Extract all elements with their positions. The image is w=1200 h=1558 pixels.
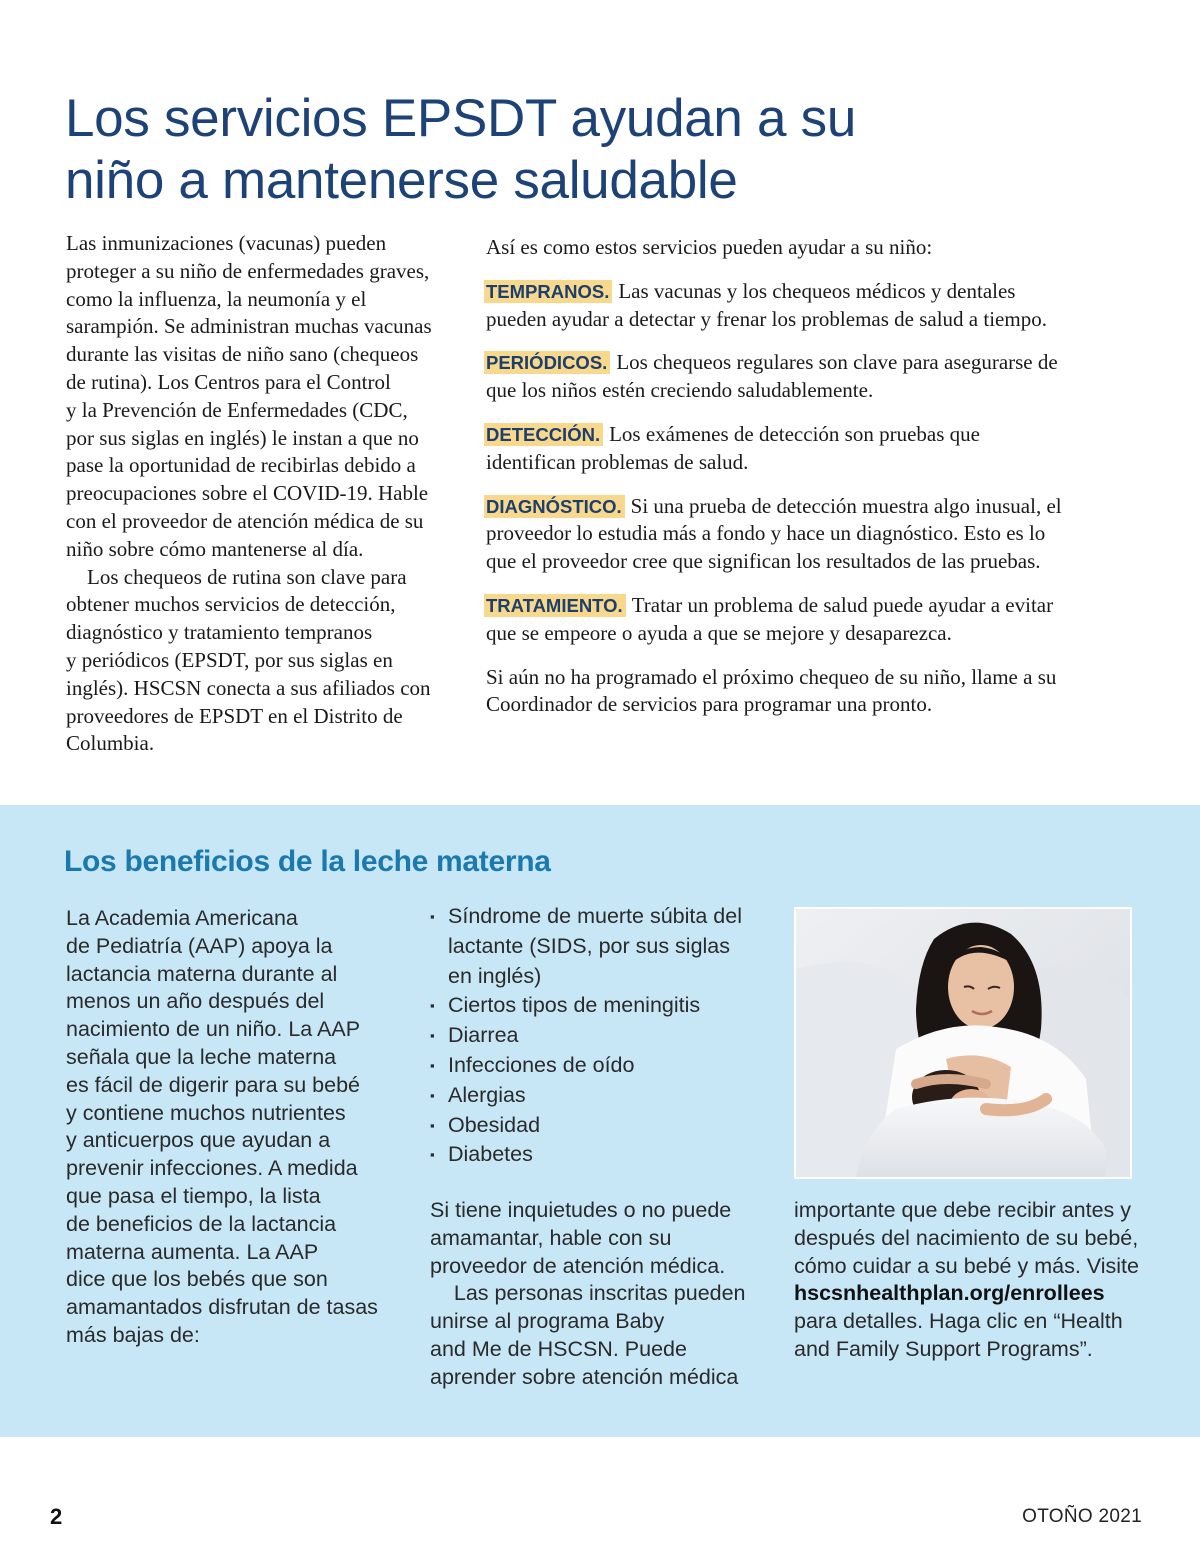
- list-item-text: ▪ Infecciones de oído: [448, 1052, 635, 1077]
- text-line: amamantar, hable con su: [430, 1225, 672, 1250]
- text-line: nacimiento de un niño. La AAP: [66, 1017, 361, 1042]
- text-line: proveedor de atención médica.: [430, 1253, 726, 1278]
- item-text: identifican problemas de salud.: [486, 449, 749, 474]
- benefits-list: [430, 902, 790, 1170]
- text-line: importante que debe recibir antes y: [794, 1198, 1132, 1222]
- list-item-text: ▪ Diabetes: [448, 1142, 533, 1167]
- item-text: Si una prueba de detección muestra algo inusual, el: [630, 493, 1062, 518]
- text-line: de beneficios de la lactancia: [66, 1211, 337, 1236]
- text-line: de rutina). Los Centros para el Control: [66, 369, 391, 394]
- title-line: niño a mantenerse saludable: [65, 151, 738, 210]
- text-line: proveedores de EPSDT en el Distrito de: [66, 703, 403, 728]
- highlight-label: TEMPRANOS.: [484, 280, 612, 303]
- text-line: Las inmunizaciones (vacunas) pueden: [66, 231, 387, 255]
- item-text: Los chequeos regulares son clave para asegurarse de: [616, 350, 1058, 375]
- text-line: unirse al programa Baby: [430, 1309, 665, 1334]
- item-tratamiento: [486, 592, 1166, 648]
- article-left-column: [66, 230, 466, 758]
- title-line: Los servicios EPSDT ayudan a su: [65, 89, 857, 148]
- highlight-label: DETECCIÓN.: [484, 423, 603, 446]
- text-line: y la Prevención de Enfermedades (CDC,: [66, 397, 408, 422]
- text-line: por sus siglas en inglés) le instan a que no: [66, 425, 419, 450]
- text-line: proteger a su niño de enfermedades graves,: [66, 258, 430, 283]
- text-line: después del nacimiento de su bebé,: [794, 1225, 1139, 1250]
- intro-text: Así es como estos servicios pueden ayudar a su niño:: [486, 235, 933, 259]
- text-line: obtener muchos servicios de detección,: [66, 592, 396, 617]
- text-line: Si tiene inquietudes o no puede: [430, 1198, 732, 1222]
- list-item: [430, 1021, 790, 1051]
- section-title: Los beneficios de la leche materna: [64, 845, 551, 878]
- list-item: [430, 1140, 790, 1170]
- text-line: y contiene muchos nutrientes: [66, 1100, 346, 1125]
- item-text: Las vacunas y los chequeos médicos y dentales: [618, 278, 1016, 303]
- list-item-text: lactante (SIDS, por sus siglas: [448, 933, 731, 958]
- text-line: cómo cuidar a su bebé y más. Visite: [794, 1253, 1139, 1278]
- highlight-label: TRATAMIENTO.: [484, 594, 626, 617]
- text-line: dice que los bebés que son: [66, 1267, 328, 1292]
- item-text: Tratar un problema de salud puede ayudar a evitar: [631, 592, 1054, 617]
- text-line: pase la oportunidad de recibirlas debido a: [66, 453, 416, 478]
- list-item: [430, 991, 790, 1021]
- issue-season: OTOÑO 2021: [1022, 1506, 1142, 1527]
- item-diagnostico: [486, 493, 1166, 576]
- text-line: que pasa el tiempo, la lista: [66, 1183, 321, 1208]
- text-line: preocupaciones sobre el COVID-19. Hable: [66, 481, 429, 506]
- item-text: Los exámenes de detección son pruebas que: [609, 421, 980, 446]
- item-deteccion: [486, 421, 1166, 477]
- page-number: 2: [50, 1504, 63, 1529]
- text-line: Columbia.: [66, 731, 155, 756]
- text-line: aprender sobre atención médica: [430, 1364, 739, 1389]
- list-item-text: ▪ Diarrea: [448, 1023, 519, 1048]
- text-line: inglés). HSCSN conecta a sus afiliados con: [66, 675, 431, 700]
- text-line: amamantados disfrutan de tasas: [66, 1295, 378, 1320]
- item-text: proveedor lo estudia más a fondo y hace un diagnóstico. Esto es lo: [486, 521, 1046, 546]
- text-line: and Family Support Programs”.: [794, 1336, 1093, 1361]
- text-line: Coordinador de servicios para programar una pronto.: [486, 692, 933, 717]
- text-line: Las personas inscritas pueden: [430, 1281, 746, 1306]
- text-line: más bajas de:: [66, 1322, 200, 1347]
- closing-paragraph: [486, 664, 1166, 720]
- breastfeeding-right-column: [794, 1197, 1154, 1364]
- text-line: Si aún no ha programado el próximo chequeo de su niño, llame a su: [486, 664, 1057, 689]
- text-line: de Pediatría (AAP) apoya la: [66, 933, 333, 958]
- text-line: y periódicos (EPSDT, por sus siglas en: [66, 647, 393, 672]
- list-item-text: ▪ Obesidad: [448, 1112, 541, 1137]
- text-line: diagnóstico y tratamiento tempranos: [66, 620, 373, 645]
- item-text: que los niños estén creciendo saludablemente.: [486, 378, 874, 403]
- text-line: para detalles. Haga clic en “Health: [794, 1309, 1123, 1334]
- item-text: que el proveedor cree que significan los resultados de las pruebas.: [486, 549, 1041, 574]
- text-line: durante las visitas de niño sano (chequeos: [66, 342, 419, 367]
- text-line: prevenir infecciones. A medida: [66, 1156, 358, 1181]
- list-item-text: ▪ Alergias: [448, 1082, 526, 1107]
- highlight-label: DIAGNÓSTICO.: [484, 495, 625, 518]
- list-item: [430, 1111, 790, 1141]
- text-line: sarampión. Se administran muchas vacunas: [66, 314, 432, 339]
- text-line: lactancia materna durante al: [66, 961, 338, 986]
- list-item-text: en inglés): [448, 963, 542, 988]
- text-line: es fácil de digerir para su bebé: [66, 1072, 361, 1097]
- item-text: pueden ayudar a detectar y frenar los problemas de salud a tiempo.: [486, 306, 1047, 331]
- list-item: [430, 902, 790, 991]
- text-line: como la influenza, la neumonía y el: [66, 286, 367, 311]
- item-periodicos: [486, 349, 1166, 405]
- page-title: [65, 88, 1065, 212]
- text-line: La Academia Americana: [66, 906, 298, 930]
- text-line: y anticuerpos que ayudan a: [66, 1128, 331, 1153]
- text-line: Los chequeos de rutina son clave para: [66, 564, 407, 589]
- list-item: [430, 1081, 790, 1111]
- text-line: and Me de HSCSN. Puede: [430, 1336, 687, 1361]
- highlight-label: PERIÓDICOS.: [484, 351, 610, 374]
- enrollees-link[interactable]: hscsnhealthplan.org/enrollees: [794, 1281, 1105, 1306]
- text-line: materna aumenta. La AAP: [66, 1239, 319, 1264]
- text-line: señala que la leche materna: [66, 1044, 337, 1069]
- breastfeeding-middle-column: [430, 1197, 780, 1392]
- mother-breastfeeding-photo: [794, 907, 1132, 1179]
- text-line: menos un año después del: [66, 989, 325, 1014]
- breastfeeding-left-column: [66, 905, 406, 1350]
- article-right-column: [486, 234, 1166, 735]
- text-line: con el proveedor de atención médica de su: [66, 508, 424, 533]
- item-text: que se empeore o ayuda a que se mejore y desaparezca.: [486, 620, 952, 645]
- intro-paragraph: [486, 234, 1166, 262]
- text-line: niño sobre cómo mantenerse al día.: [66, 536, 364, 561]
- item-tempranos: [486, 278, 1166, 334]
- list-item: [430, 1051, 790, 1081]
- list-item-text: ▪ Síndrome de muerte súbita del: [448, 904, 742, 928]
- list-item-text: ▪ Ciertos tipos de meningitis: [448, 993, 701, 1018]
